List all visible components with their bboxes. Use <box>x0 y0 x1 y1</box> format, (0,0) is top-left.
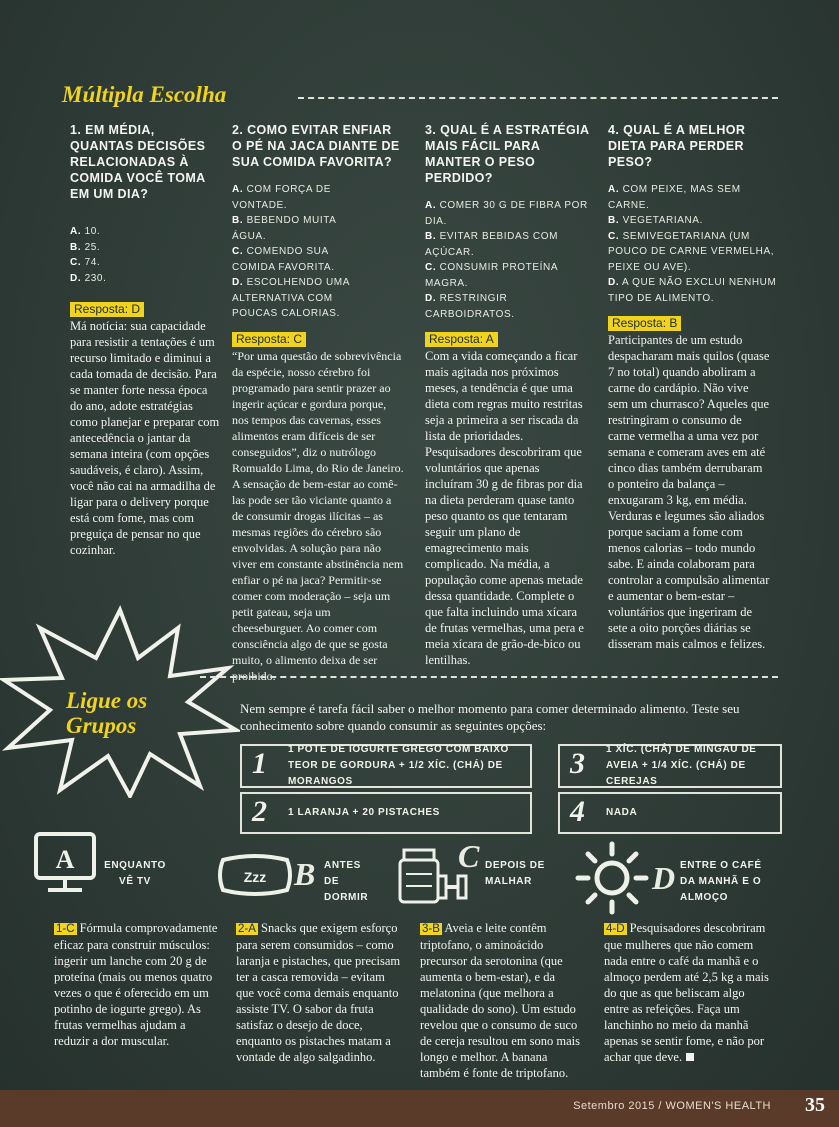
svg-text:A: A <box>55 845 75 874</box>
option-b: B. 25. <box>70 241 101 253</box>
time-label-b: ANTES DE DORMIR <box>324 860 369 903</box>
answer-text: Fórmula comprovadamente eficaz para construir músculos: ingerir um lanche com 20 g de proteína (mais ou menos quatro vezes o que é oferecido em um potinho de iogurte grego). As frutas vermelhas ajudam a reduzir a dor muscular. <box>54 921 218 1048</box>
page-number: 35 <box>805 1094 825 1116</box>
title-dashes <box>298 97 778 99</box>
food-option-4 <box>558 792 782 834</box>
groups-title-line2: Grupos <box>66 713 137 738</box>
question-2 <box>232 122 402 684</box>
time-label-a: ENQUANTO VÊ TV <box>104 860 166 887</box>
question-text: 4. QUAL É A MELHOR DIETA PARA PERDER PESO? <box>608 123 746 169</box>
question-1 <box>70 122 220 558</box>
option-c: C. COMENDO SUA COMIDA FAVORITA. <box>232 246 335 273</box>
question-4 <box>608 122 783 652</box>
groups-title-line1: Ligue os <box>66 688 148 713</box>
question-text: 2. COMO EVITAR ENFIAR O PÉ NA JACA DIANTE DE SUA COMIDA FAVORITA? <box>232 123 400 169</box>
option-b: B. BEBENDO MUITA ÁGUA. <box>232 215 336 242</box>
answer-badge: Resposta: A <box>425 332 498 347</box>
zzz-text: Zzz <box>243 869 267 885</box>
groups-title <box>66 688 186 738</box>
food-option-3 <box>558 744 782 788</box>
answer-text: Aveia e leite contêm triptofano, o aminoácido precursor da serotonina (que aumenta o bem-estar), e da melatonina (que melhora a qualidade do sono). Um estudo revelou que o consumo de suco de cereja resultou em sono mais longo e melhor. A banana também é fonte de triptofano. <box>420 921 581 1080</box>
option-c: C. CONSUMIR PROTEÍNA MAGRA. <box>425 262 558 289</box>
option-d: D. A QUE NÃO EXCLUI NENHUM TIPO DE ALIMENTO. <box>608 277 777 304</box>
answer-badge: Resposta: B <box>608 316 681 331</box>
option-list <box>608 182 778 306</box>
time-letter-c: C <box>458 838 480 874</box>
time-letter-b: B <box>294 856 316 892</box>
answer-badge: Resposta: C <box>232 332 306 347</box>
answer-text: Snacks que exigem esforço para serem consumidos – como laranja e pistaches, que precisam ter a casca removida – evitam que você coma demais enquanto assiste TV. O sabor da fruta satisfaz o desejo de doce, enquanto os pistaches matam a vontade de algo salgadinho. <box>236 921 401 1064</box>
answer-tag: 1-C <box>56 923 75 935</box>
answer-tag: 4-D <box>606 923 625 935</box>
time-letter-d: D <box>652 860 676 896</box>
option-d: D. RESTRINGIR CARBOIDRATOS. <box>425 293 515 320</box>
option-a: A. COM FORÇA DE VONTADE. <box>232 184 332 211</box>
option-list <box>232 182 372 322</box>
groups-intro: Nem sempre é tarefa fácil saber o melhor momento para comer determinado alimento. Teste seu conhecimento sobre quando consumir as seguintes opções: <box>240 701 740 733</box>
option-number: 2 <box>252 795 267 828</box>
end-mark <box>686 1053 694 1061</box>
answer-tag: 3-B <box>422 923 440 935</box>
answer-explanation: Participantes de um estudo despacharam mais quilos (quase 7 no total) quando aboliram a carne do cardápio. Não vive sem um churrasco? Aqueles que restringiram o consumo de carne vermelha a uma vez por semana e comeram aves em até cinco dias também derrubaram o ponteiro da balança – enxugaram 3 kg, em média. Verduras e legumes são aliados porque saciam a fome com menos calorias – todo mundo sabe. E ainda colaboram para controlar a compulsão alimentar e aumentar o bem-estar – voluntários que ingeriram de sete a oito porções diárias se disseram mais calmos e felizes. <box>608 333 770 651</box>
option-c: C. SEMIVEGETARIANA (UM POUCO DE CARNE VERMELHA, PEIXE OU AVE). <box>608 230 775 273</box>
answer-explanation: Com a vida começando a ficar mais agitada nos próximos meses, a tendência é que uma dieta com regras muito restritas seja a primeira a ser riscada da lista de prioridades. Pesquisadores descobriram que voluntários que apenas incluíram 30 g de fibras por dia na dieta perderam quase tanto peso quanto os que tentaram seguir um plano de emagrecimento mais complicado. Na média, a população come apenas metade dessa quantidade. Complete o que falta incluindo uma xícara de frutas vermelhas, uma pera e meia xícara de grão-de-bico ou lentilhas. <box>425 349 584 667</box>
option-d: D. ESCOLHENDO UMA ALTERNATIVA COM POUCAS CALORIAS. <box>232 277 350 319</box>
group-answer-3 <box>420 920 590 1081</box>
option-b: B. VEGETARIANA. <box>608 215 703 226</box>
option-text: 1 POTE DE IOGURTE GREGO COM BAIXO TEOR DE GORDURA + 1/2 XÍC. (CHÁ) DE MORANGOS <box>288 744 509 787</box>
option-a: A. COMER 30 G DE FIBRA POR DIA. <box>425 200 588 227</box>
option-list <box>70 224 210 286</box>
option-number: 3 <box>570 747 585 780</box>
answer-text: Pesquisadores descobriram que mulheres que não comem nada entre o café da manhã e o almoço perdem até 2,5 kg a mais do que as que beliscam algo entre as refeições. Faça um lanchinho no meio da manhã apenas se sentir fome, e não por achar que deve. <box>604 921 769 1064</box>
option-b: B. EVITAR BEBIDAS COM AÇÚCAR. <box>425 231 559 258</box>
food-option-1 <box>240 744 532 788</box>
option-text: NADA <box>606 807 638 818</box>
groups-dashes-top <box>200 676 778 678</box>
question-text: 1. EM MÉDIA, QUANTAS DECISÕES RELACIONADAS À COMIDA VOCÊ TOMA EM UM DIA? <box>70 123 206 201</box>
food-option-2 <box>240 792 532 834</box>
group-answer-1 <box>54 920 220 1049</box>
option-list <box>425 198 590 322</box>
sun-icon <box>574 840 650 916</box>
time-label-c: DEPOIS DE MALHAR <box>485 860 545 887</box>
group-answer-2 <box>236 920 404 1065</box>
option-c: C. 74. <box>70 257 101 268</box>
answer-badge: Resposta: D <box>70 302 144 317</box>
footer-magazine: Setembro 2015 / WOMEN'S HEALTH <box>573 1100 771 1112</box>
answer-tag: 2-A <box>238 923 256 935</box>
option-a: A. COM PEIXE, MAS SEM CARNE. <box>608 184 741 211</box>
option-text: 1 LARANJA + 20 PISTACHES <box>288 807 440 818</box>
option-a: A. 10. <box>70 226 101 237</box>
option-number: 4 <box>570 795 585 828</box>
time-label-d: ENTRE O CAFÉ DA MANHÃ E O ALMOÇO <box>680 860 762 903</box>
sleep-pillow-icon <box>215 850 295 900</box>
section-title-multipla-escolha: Múltipla Escolha <box>62 82 227 107</box>
page-footer <box>0 1090 839 1127</box>
option-number: 1 <box>252 747 267 780</box>
option-d: D. 230. <box>70 272 107 284</box>
answer-explanation: Má notícia: sua capacidade para resistir a tentações é um recurso limitado e diminui a cada tomada de decisão. Para se manter forte nessa época do ano, adote estratégias como planejar e preparar com antecedência o jantar da semana inteira (com opções saudáveis, é claro). Assim, você não cai na armadilha de ligar para o delivery porque está com fome, mas com preguiça de pensar no que cozinhar. <box>70 319 220 557</box>
group-answer-4 <box>604 920 772 1065</box>
question-text: 3. QUAL É A ESTRATÉGIA MAIS FÁCIL PARA MANTER O PESO PERDIDO? <box>425 123 589 185</box>
tv-icon <box>32 830 98 898</box>
option-text: 1 XÍC. (CHÁ) DE MINGAU DE AVEIA + 1/4 XÍC. (CHÁ) DE CEREJAS <box>606 744 757 787</box>
question-3 <box>425 122 595 668</box>
answer-explanation: “Por uma questão de sobrevivência da espécie, nosso cérebro foi programado para sentir prazer ao ingerir açúcar e gordura porque, nos tempos das cavernas, esses alimentos eram difíceis de ser conseguidos”, diz o nutrólogo Romualdo Lima, do Rio de Janeiro. A sensação de bem-estar ao comê-las pode ser tão viciante quanto a de consumir drogas ilícitas – as mesmas regiões do cérebro são envolvidas. A solução para não viver em constante abstinência nem enfiar o pé na jaca? Permitir-se comer com moderação – seja um petit gateau, seja um cheeseburguer. Ao comer com consciência algo de que se gosta muito, o alimento deixa de ser proibido. <box>232 348 404 683</box>
